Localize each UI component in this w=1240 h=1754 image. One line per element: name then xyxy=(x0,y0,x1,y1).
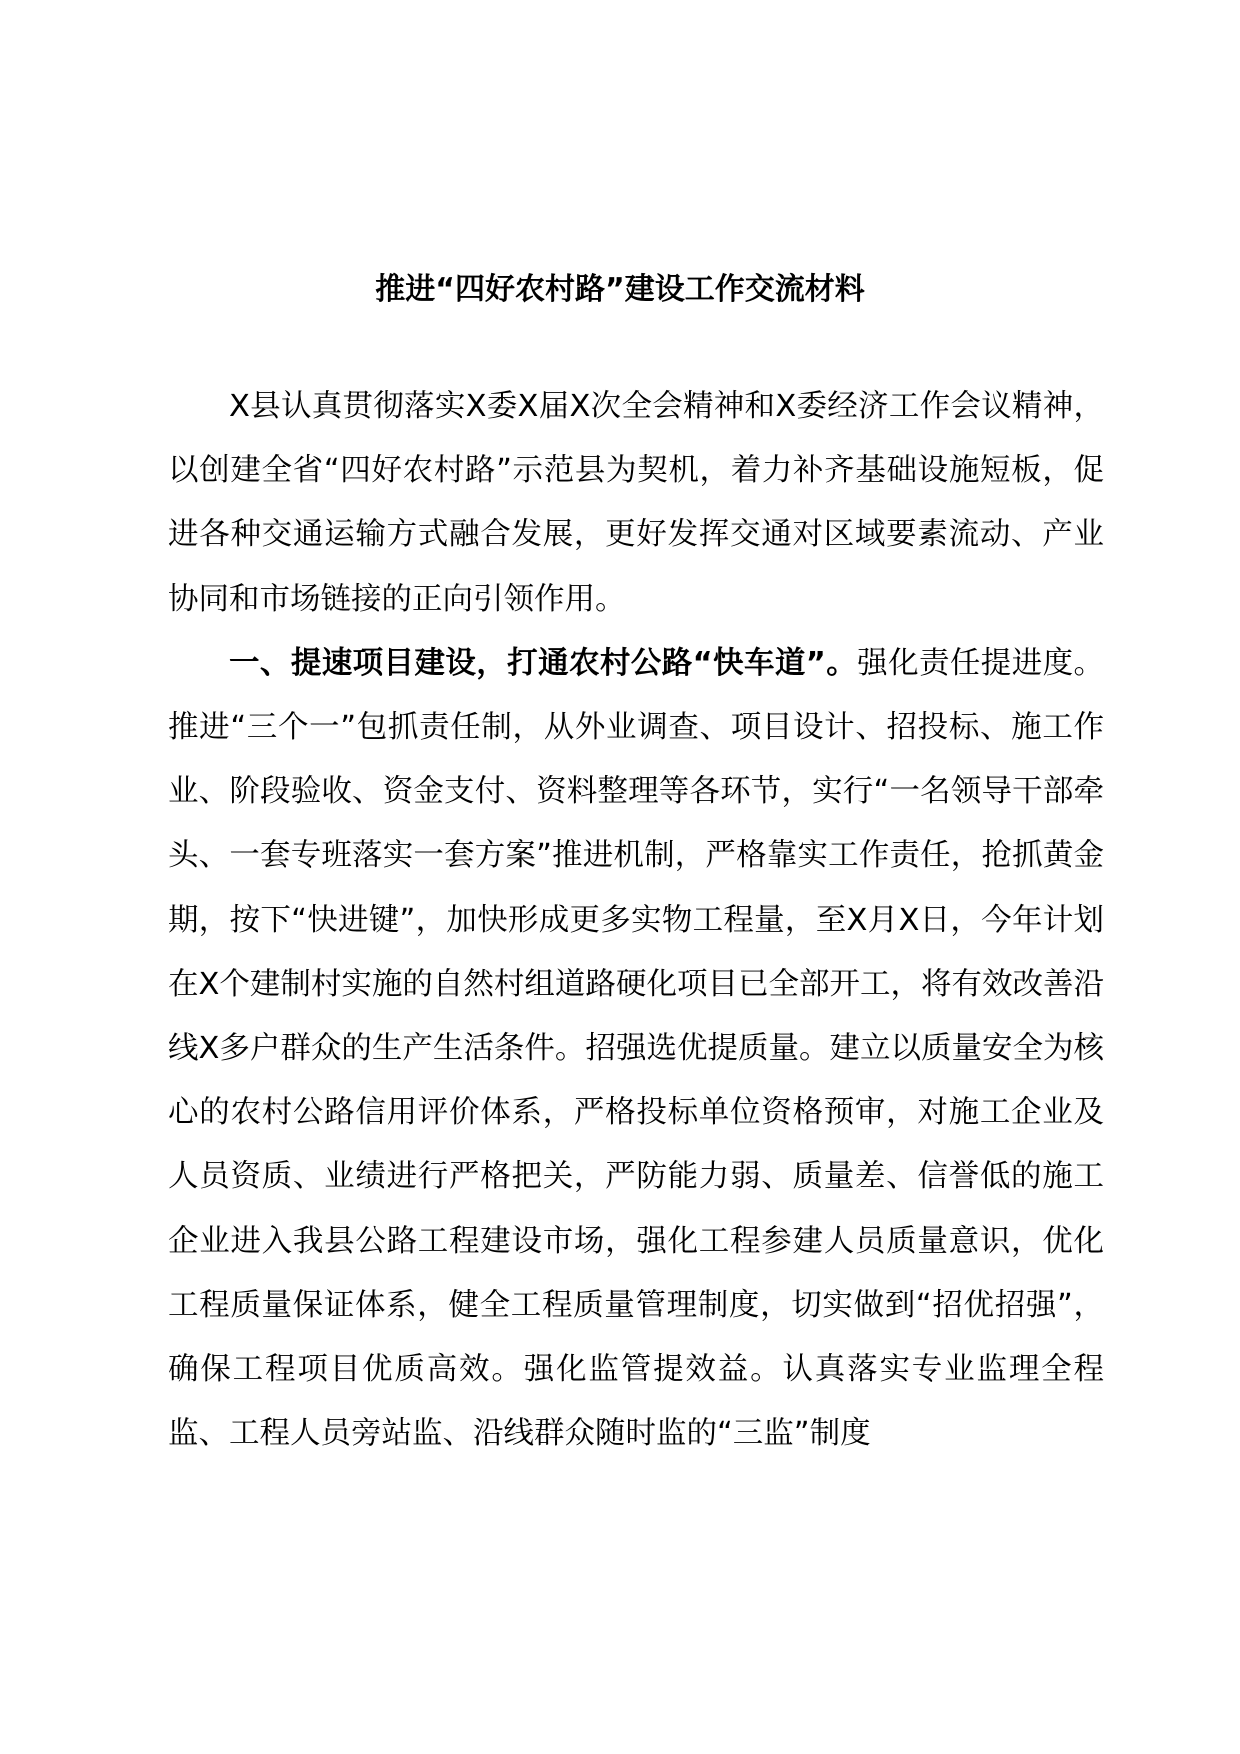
section-one-heading: 一、提速项目建设，打通农村公路“快车道”。 xyxy=(229,645,858,681)
intro-paragraph xyxy=(168,375,1104,632)
intro-paragraph-text: X县认真贯彻落实X委X届X次全会精神和X委经济工作会议精神，以创建全省“四好农村路”示范县为契机，着力补齐基础设施短板，促进各种交通运输方式融合发展，更好发挥交通对区域要素流动、产业协同和市场链接的正向引领作用。 xyxy=(168,389,1104,617)
document-body xyxy=(168,375,1104,1466)
document-title: 推进“四好农村路”建设工作交流材料 xyxy=(375,272,865,307)
section-one-paragraph xyxy=(168,632,1104,1467)
section-one-text: 强化责任提进度。推进“三个一”包抓责任制，从外业调查、项目设计、招投标、施工作业、阶段验收、资金支付、资料整理等各环节，实行“一名领导干部牵头、一套专班落实一套方案”推进机制，严格靠实工作责任，抢抓黄金期，按下“快进键”，加快形成更多实物工程量，至X月X日，今年计划在X个建制村实施的自然村组道路硬化项目已全部开工，将有效改善沿线X多户群众的生产生活条件。招强选优提质量。建立以质量安全为核心的农村公路信用评价体系，严格投标单位资格预审，对施工企业及人员资质、业绩进行严格把关，严防能力弱、质量差、信誉低的施工企业进入我县公路工程建设市场，强化工程参建人员质量意识，优化工程质量保证体系，健全工程质量管理制度，切实做到“招优招强”，确保工程项目优质高效。强化监管提效益。认真落实专业监理全程监、工程人员旁站监、沿线群众随时监的“三监”制度 xyxy=(168,645,1105,1452)
